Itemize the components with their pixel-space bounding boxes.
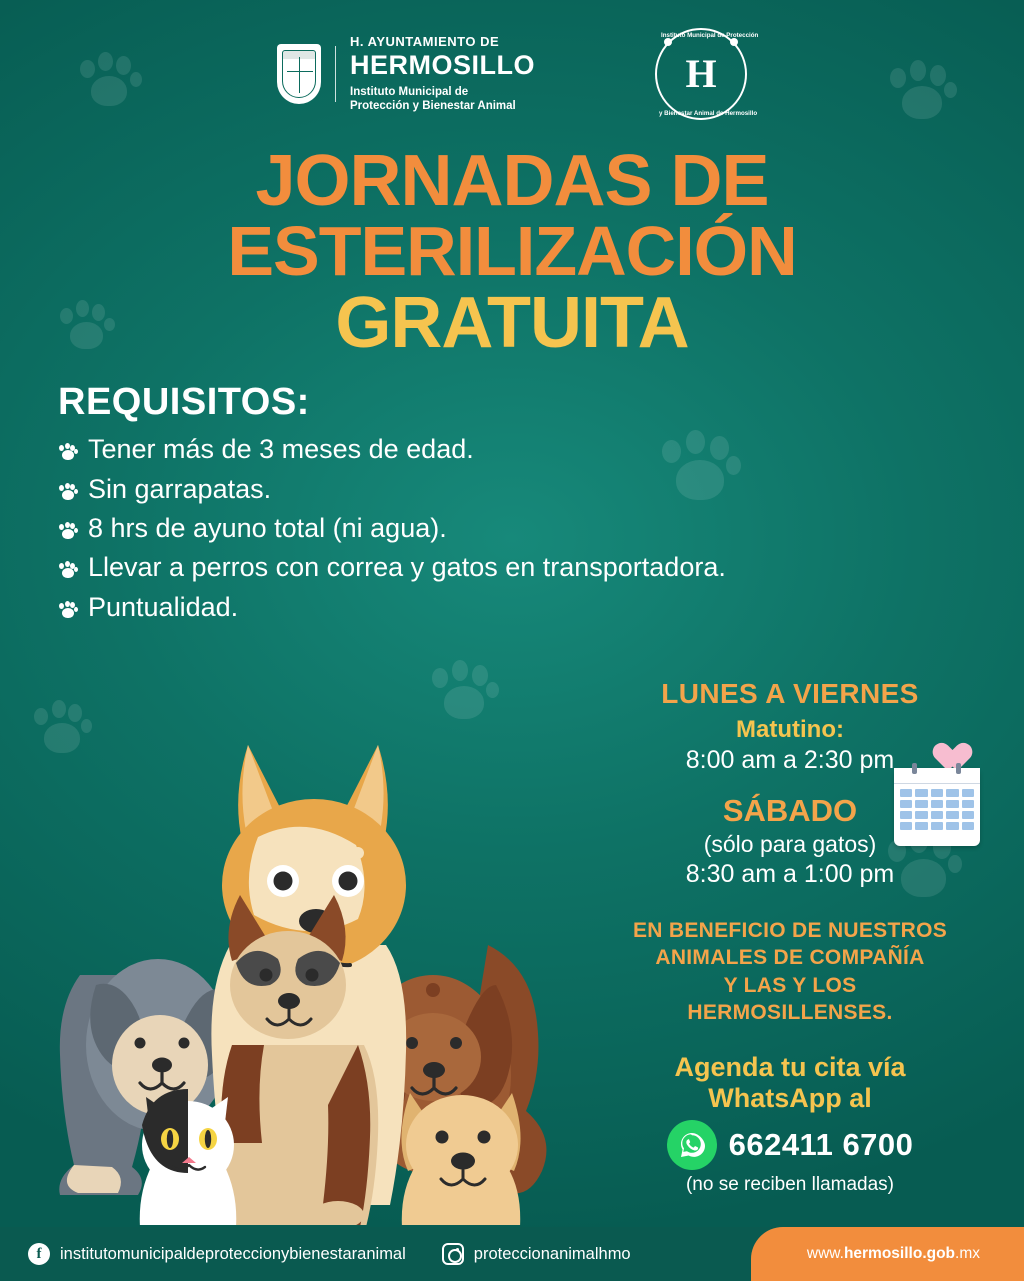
whatsapp-phone-number: 662411 6700	[728, 1127, 914, 1163]
benefit-line-1: EN BENEFICIO DE NUESTROS	[632, 919, 948, 942]
website-suffix: .mx	[955, 1245, 980, 1262]
org-line1: H. AYUNTAMIENTO DE	[350, 33, 500, 49]
title-line-3: GRATUITA	[335, 283, 689, 364]
seal-ring-text	[657, 30, 759, 118]
benefit-line-2: ANIMALES DE COMPAÑÍA	[655, 946, 925, 970]
list-item	[58, 470, 1024, 509]
paw-bullet-icon	[58, 601, 78, 619]
cat	[140, 1089, 237, 1225]
saturday-hours: 8:30 am a 1:00 pm	[685, 860, 895, 888]
facebook-handle[interactable]: institutomunicipaldeproteccionybienestaranimal	[60, 1244, 406, 1263]
weekday-title: LUNES A VIERNES	[661, 678, 919, 709]
requirement-text: 8 hrs de ayuno total (ni agua).	[88, 512, 447, 543]
website-link[interactable]	[751, 1227, 1024, 1281]
appointment-line-2: WhatsApp al	[708, 1083, 872, 1114]
seal-text-top: Instituto Municipal de Protección	[661, 32, 759, 39]
requirement-text: Sin garrapatas.	[88, 473, 272, 504]
pets-illustration	[18, 645, 618, 1225]
calendar-icon	[894, 768, 980, 846]
title-line-1: JORNADAS DE	[255, 141, 769, 221]
paw-bullet-icon	[58, 443, 78, 461]
org-line3a: Instituto Municipal de	[350, 85, 469, 98]
weekday-hours: 8:00 am a 2:30 pm	[685, 746, 895, 774]
appointment-line-1: Agenda tu cita vía	[674, 1052, 906, 1083]
requirement-text: Llevar a perros con correa y gatos en transportadora.	[88, 552, 726, 583]
list-item	[58, 509, 1024, 548]
city-logo	[277, 35, 535, 114]
paw-bullet-icon	[58, 522, 78, 540]
requirements-heading: REQUISITOS:	[58, 381, 310, 424]
logo-divider	[335, 46, 336, 102]
benefit-line-4: HERMOSILLENSES.	[687, 1000, 893, 1024]
header	[0, 0, 1024, 120]
list-item	[58, 548, 1024, 587]
institute-seal-logo	[655, 28, 759, 120]
org-line3b: Protección y Bienestar Animal	[350, 99, 516, 112]
seal-letter: H	[685, 51, 717, 96]
requirements-section	[58, 381, 1024, 627]
org-line2: HERMOSILLO	[350, 50, 535, 81]
saturday-title: SÁBADO	[722, 793, 858, 828]
paw-bullet-icon	[58, 561, 78, 579]
instagram-handle[interactable]: proteccionanimalhmo	[473, 1244, 631, 1263]
instagram-icon[interactable]	[442, 1243, 464, 1265]
website-main: hermosillo.gob	[843, 1245, 956, 1262]
facebook-icon[interactable]: f	[28, 1243, 50, 1265]
weekday-subtitle: Matutino:	[736, 716, 844, 743]
whatsapp-icon[interactable]	[667, 1120, 717, 1170]
requirement-text: Tener más de 3 meses de edad.	[88, 434, 474, 465]
benefit-message	[590, 917, 990, 1026]
appointment-section	[590, 1052, 990, 1196]
seal-text-bottom: y Bienestar Animal de Hermosillo	[659, 110, 758, 117]
list-item	[58, 588, 1024, 627]
title-line-2: ESTERILIZACIÓN	[227, 211, 797, 290]
footer	[0, 1227, 1024, 1281]
puppy-dog	[401, 1093, 520, 1225]
appointment-note: (no se reciben llamadas)	[685, 1174, 895, 1196]
poster-title	[0, 141, 1024, 364]
list-item	[58, 430, 1024, 469]
benefit-line-3: Y LAS Y LOS	[723, 973, 857, 997]
schedule-section	[590, 678, 990, 1196]
requirements-list	[58, 430, 1024, 627]
website-prefix: www.	[806, 1245, 844, 1262]
coat-of-arms-icon	[277, 44, 321, 104]
paw-bullet-icon	[58, 483, 78, 501]
saturday-note: (sólo para gatos)	[703, 831, 877, 857]
requirement-text: Puntualidad.	[88, 591, 239, 622]
